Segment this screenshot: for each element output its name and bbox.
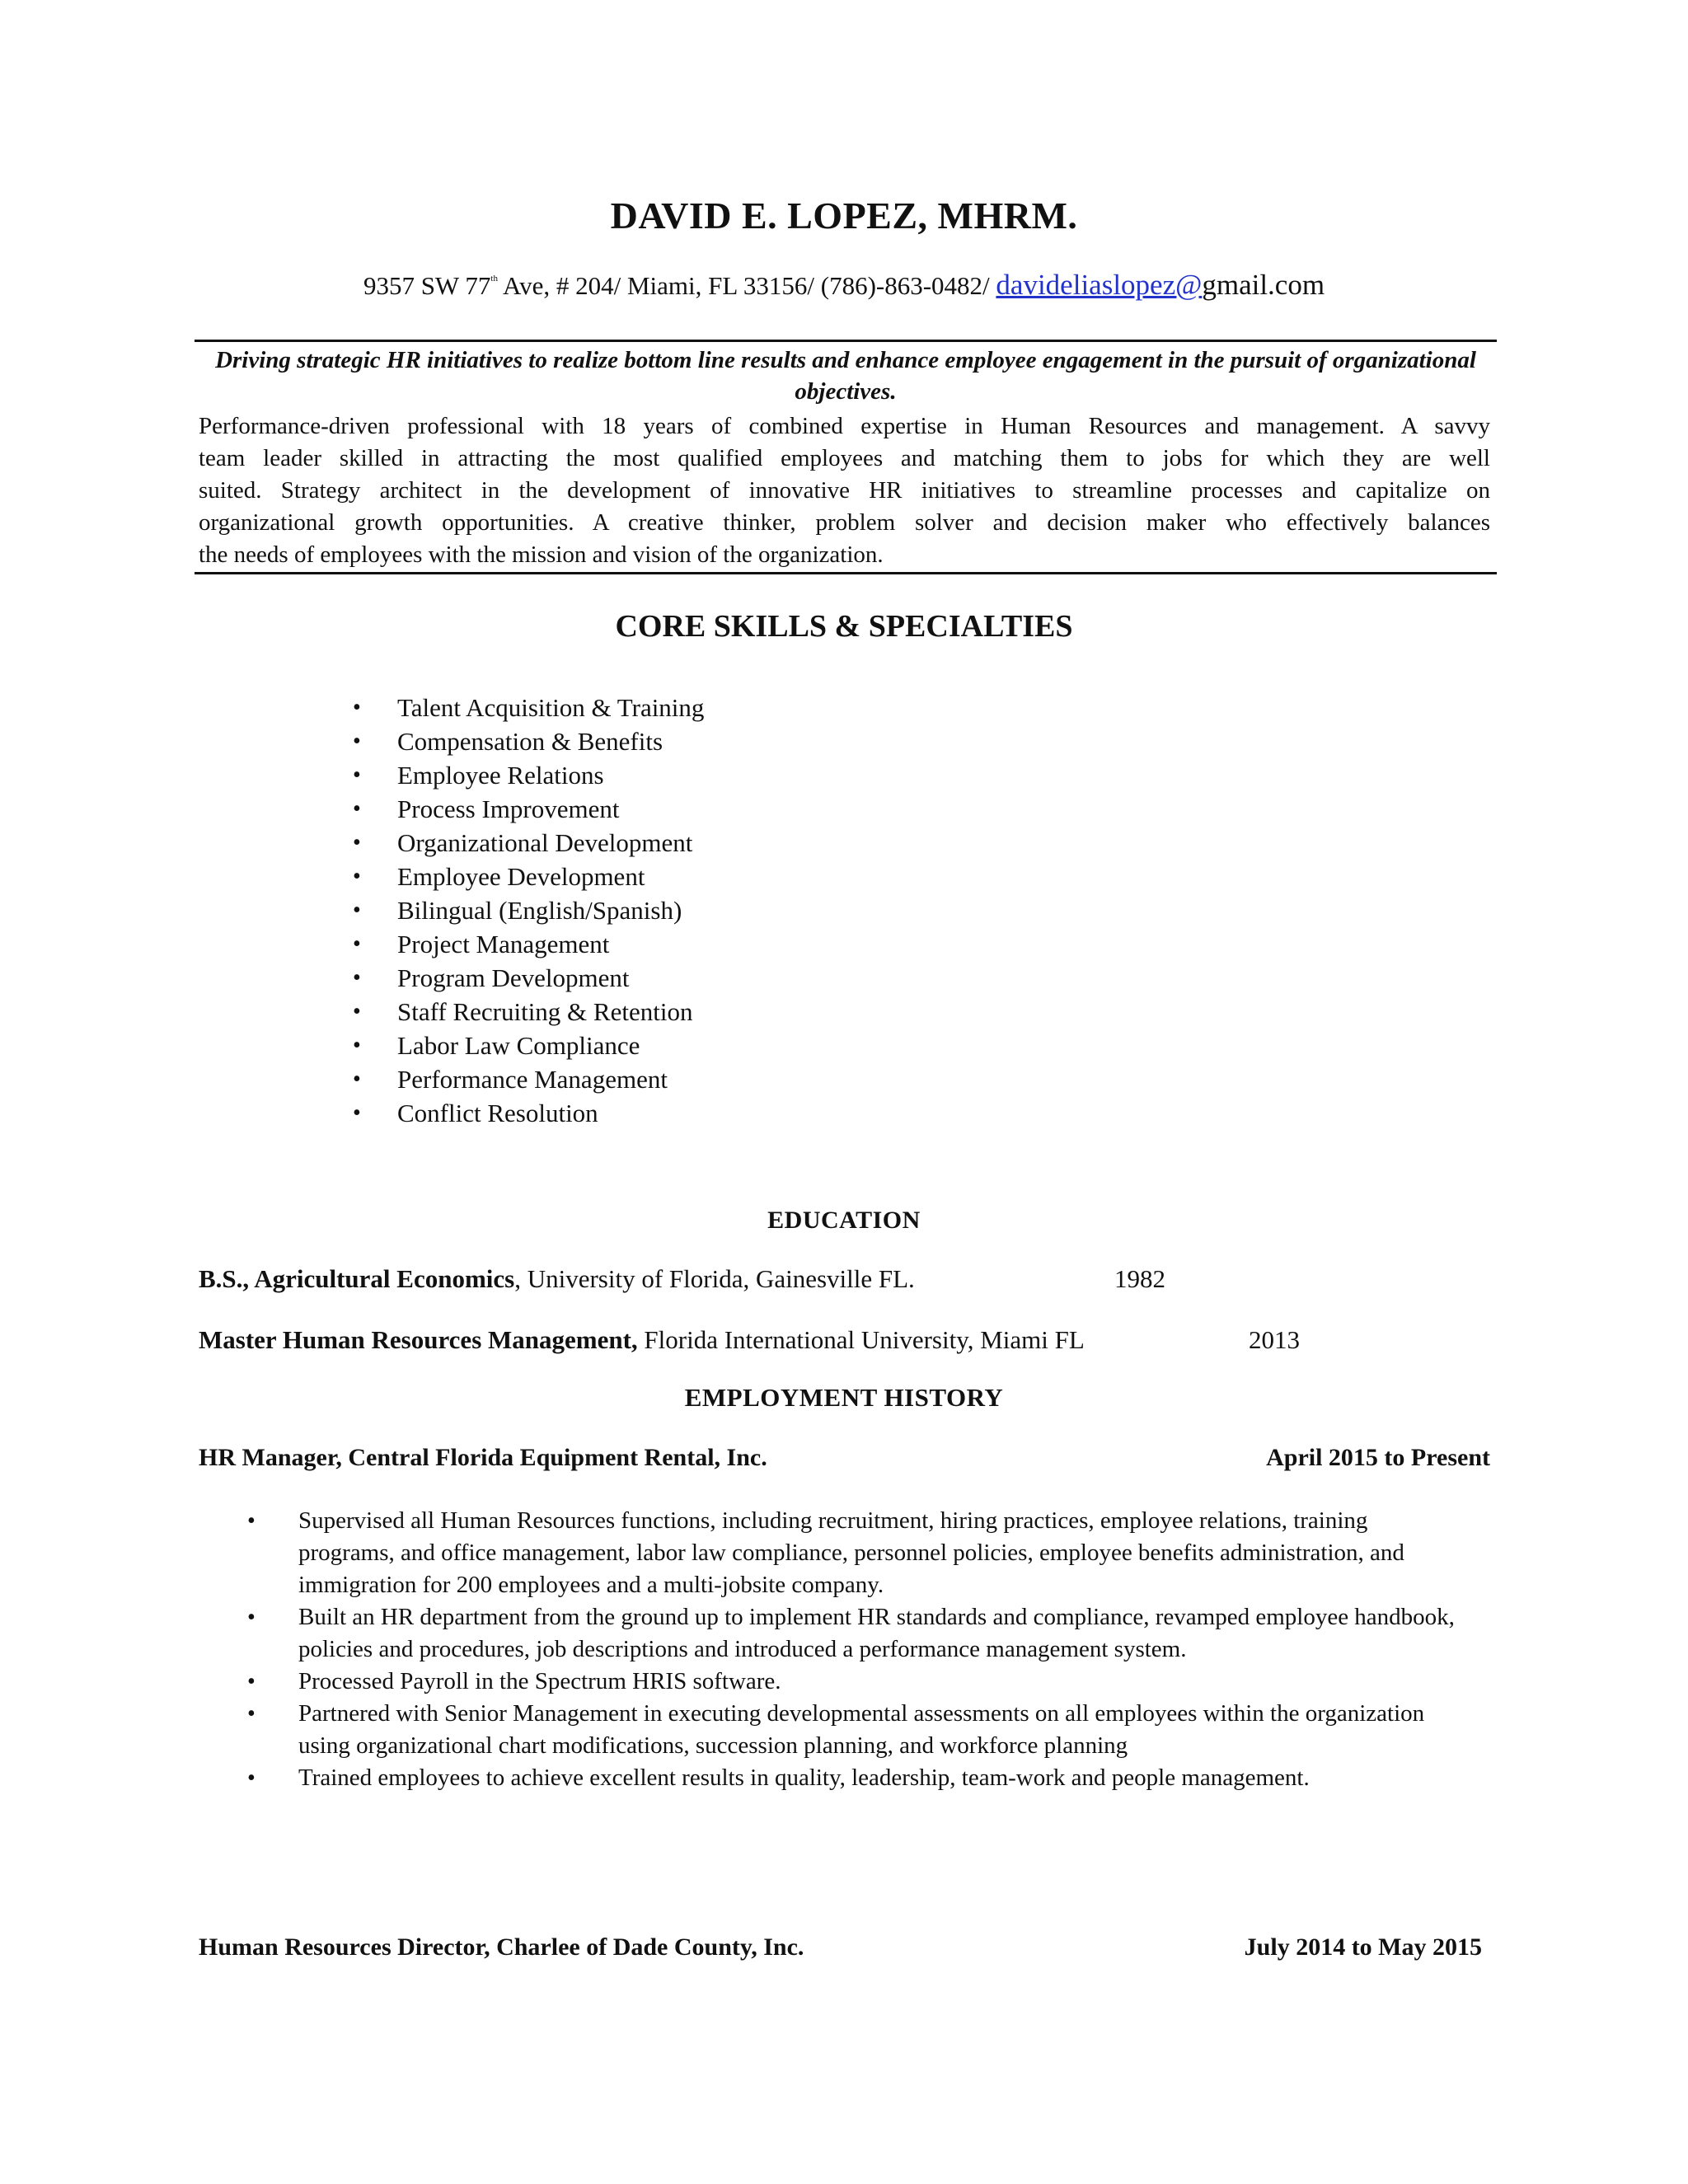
duty-text: Partnered with Senior Management in executing developmental assessments on all employees within the organization using organizational chart modifications, succession planning, and workforce planning	[298, 1700, 1425, 1759]
skill-item	[346, 758, 704, 792]
duty-item	[247, 1666, 1459, 1698]
job-duties-list	[247, 1505, 1459, 1794]
skill-label: Organizational Development	[397, 828, 693, 857]
bullet-icon: •	[247, 1765, 256, 1791]
education-year: 2013	[1249, 1325, 1300, 1354]
skill-item	[346, 792, 704, 826]
skill-label: Bilingual (English/Spanish)	[397, 896, 682, 925]
bullet-icon: •	[353, 695, 361, 720]
professional-summary	[199, 410, 1490, 571]
education-heading: EDUCATION	[767, 1207, 921, 1234]
skill-label: Program Development	[397, 963, 630, 992]
bullet-icon: •	[353, 931, 361, 957]
employment-heading: EMPLOYMENT HISTORY	[684, 1383, 1004, 1412]
duty-item	[247, 1762, 1459, 1794]
skill-item	[346, 1096, 704, 1130]
skill-label: Talent Acquisition & Training	[397, 693, 705, 722]
skill-label: Employee Development	[397, 862, 645, 891]
duty-item	[247, 1505, 1459, 1601]
summary-line: team leader skilled in attracting the most qualified employees and matching them to jobs for which they are well	[199, 445, 1490, 471]
skill-item	[346, 1029, 704, 1062]
job-dates: April 2015 to Present	[1266, 1444, 1490, 1471]
skill-label: Compensation & Benefits	[397, 727, 663, 756]
skill-label: Employee Relations	[397, 761, 604, 790]
skill-item	[346, 995, 704, 1029]
job-dates: July 2014 to May 2015	[1244, 1933, 1482, 1961]
summary-line: the needs of employees with the mission and vision of the organization.	[199, 541, 884, 568]
bullet-icon: •	[247, 1701, 256, 1727]
skill-label: Process Improvement	[397, 794, 620, 823]
bullet-icon: •	[247, 1508, 256, 1534]
skill-item	[346, 691, 704, 724]
bullet-icon: •	[247, 1669, 256, 1694]
summary-line: Performance-driven professional with 18 years of combined expertise in Human Resources and management. A savvy	[199, 413, 1490, 439]
bullet-icon: •	[353, 1033, 361, 1058]
summary-line: organizational growth opportunities. A creative thinker, problem solver and decision maker who effectively balances	[199, 509, 1490, 536]
school-name: Florida International University, Miami FL	[637, 1325, 1085, 1354]
bullet-icon: •	[353, 762, 361, 788]
email-domain: gmail.com	[1202, 269, 1325, 301]
bullet-icon: •	[353, 830, 361, 855]
skill-item	[346, 724, 704, 758]
duty-text: Processed Payroll in the Spectrum HRIS software.	[298, 1668, 781, 1694]
skill-label: Conflict Resolution	[397, 1099, 598, 1127]
skill-item	[346, 927, 704, 961]
bullet-icon: •	[353, 898, 361, 923]
education-entry	[199, 1325, 1085, 1355]
skill-label: Performance Management	[397, 1065, 668, 1094]
job-title: HR Manager, Central Florida Equipment Rental, Inc.	[199, 1444, 767, 1471]
skill-item	[346, 893, 704, 927]
divider-top	[195, 340, 1497, 342]
address-ordinal: th	[490, 274, 498, 284]
bullet-icon: •	[353, 965, 361, 991]
bullet-icon: •	[353, 1066, 361, 1092]
duty-text: Trained employees to achieve excellent results in quality, leadership, team-work and people management.	[298, 1765, 1310, 1791]
education-year: 1982	[1114, 1264, 1165, 1293]
divider-bottom	[195, 572, 1497, 574]
job-title: Human Resources Director, Charlee of Dade County, Inc.	[199, 1933, 804, 1961]
duty-text: Built an HR department from the ground up to implement HR standards and compliance, revamped employee handbook, policies and procedures, job descriptions and introduced a performance management system.	[298, 1604, 1455, 1662]
contact-line	[0, 269, 1688, 302]
email-link[interactable]: davideliaslopez@	[996, 269, 1203, 301]
candidate-name: DAVID E. LOPEZ, MHRM.	[610, 194, 1078, 237]
skill-label: Staff Recruiting & Retention	[397, 997, 693, 1026]
school-name: , University of Florida, Gainesville FL.	[514, 1264, 915, 1293]
education-entry	[199, 1264, 915, 1294]
bullet-icon: •	[353, 796, 361, 822]
skill-item	[346, 961, 704, 995]
bullet-icon: •	[353, 864, 361, 889]
duty-item	[247, 1601, 1459, 1666]
skills-heading: CORE SKILLS & SPECIALTIES	[615, 609, 1073, 644]
summary-line: suited. Strategy architect in the development of innovative HR initiatives to streamline processes and capitalize on	[199, 477, 1490, 504]
address-text: 9357 SW 77	[363, 271, 491, 300]
skills-list	[346, 691, 704, 1130]
degree-name: Master Human Resources Management,	[199, 1325, 638, 1354]
degree-name: B.S., Agricultural Economics	[199, 1264, 515, 1293]
bullet-icon: •	[353, 1100, 361, 1126]
bullet-icon: •	[353, 729, 361, 754]
summary-tagline: Driving strategic HR initiatives to realize bottom line results and enhance employee engagement in the pursuit of organizational objectives.	[215, 347, 1476, 405]
skill-item	[346, 1062, 704, 1096]
bullet-icon: •	[247, 1605, 256, 1630]
bullet-icon: •	[353, 999, 361, 1024]
address-rest: Ave, # 204/ Miami, FL 33156/ (786)-863-0482/	[497, 271, 996, 300]
skill-item	[346, 860, 704, 893]
skill-item	[346, 826, 704, 860]
duty-text: Supervised all Human Resources functions, including recruitment, hiring practices, employee relations, training programs, and office management, labor law compliance, personnel policies, employee benefits administration, and immigration for 200 employees and a multi-jobsite company.	[298, 1507, 1404, 1598]
skill-label: Project Management	[397, 930, 610, 958]
skill-label: Labor Law Compliance	[397, 1031, 640, 1060]
duty-item	[247, 1698, 1459, 1762]
